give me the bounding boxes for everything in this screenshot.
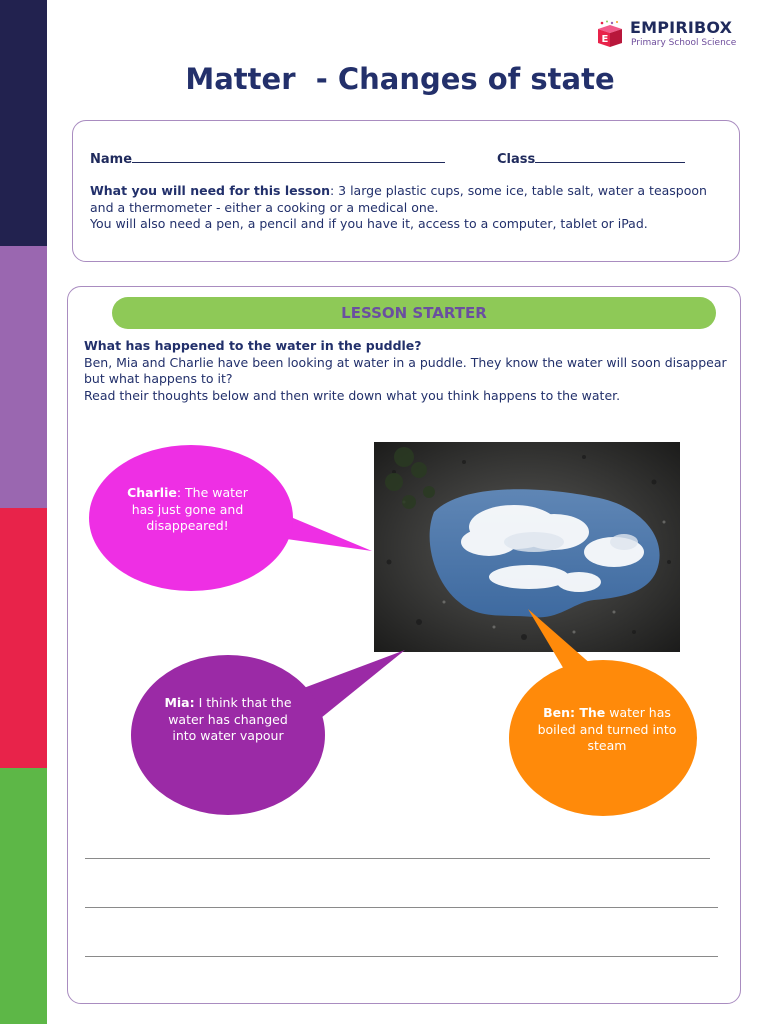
charlie-text: : The water has just gone and disappeared! [131, 485, 248, 533]
ben-name: Ben: The [543, 705, 606, 720]
answer-line-3[interactable] [85, 956, 718, 957]
starter-line-1: Ben, Mia and Charlie have been looking at water in a puddle. They know the water will soon disappear but what happens to it? [84, 354, 727, 386]
name-label: Name [90, 152, 133, 167]
charlie-quote [121, 485, 254, 535]
charlie-name: Charlie [127, 485, 177, 500]
starter-question: What has happened to the water in the puddle? [84, 338, 422, 353]
ben-text: water has boiled and turned into steam [537, 705, 677, 753]
materials-list: : 3 large plastic cups, some ice, table salt, water a teaspoon and a thermometer - either a cooking or a medical one. [90, 183, 707, 215]
brand-tagline: Primary School Science [631, 38, 737, 48]
mia-name: Mia: [164, 695, 195, 710]
starter-line-2: Read their thoughts below and then write down what you think happens to the water. [84, 387, 621, 403]
ben-quote [533, 705, 681, 755]
answer-line-2[interactable] [85, 907, 718, 908]
class-label: Class [497, 152, 536, 167]
mia-text: I think that the water has changed into water vapour [168, 695, 292, 743]
mia-quote [158, 695, 298, 745]
lesson-starter-banner: LESSON STARTER [112, 297, 716, 329]
page-title: Matter - Changes of state [185, 62, 615, 96]
logo-letter: E [601, 34, 609, 45]
materials-extra: You will also need a pen, a pencil and if you have it, access to a computer, tablet or iPad. [90, 216, 648, 231]
materials-label: What you will need for this lesson [90, 183, 330, 198]
brand-name: EMPIRIBOX [630, 18, 733, 37]
answer-line-1[interactable] [85, 858, 710, 859]
